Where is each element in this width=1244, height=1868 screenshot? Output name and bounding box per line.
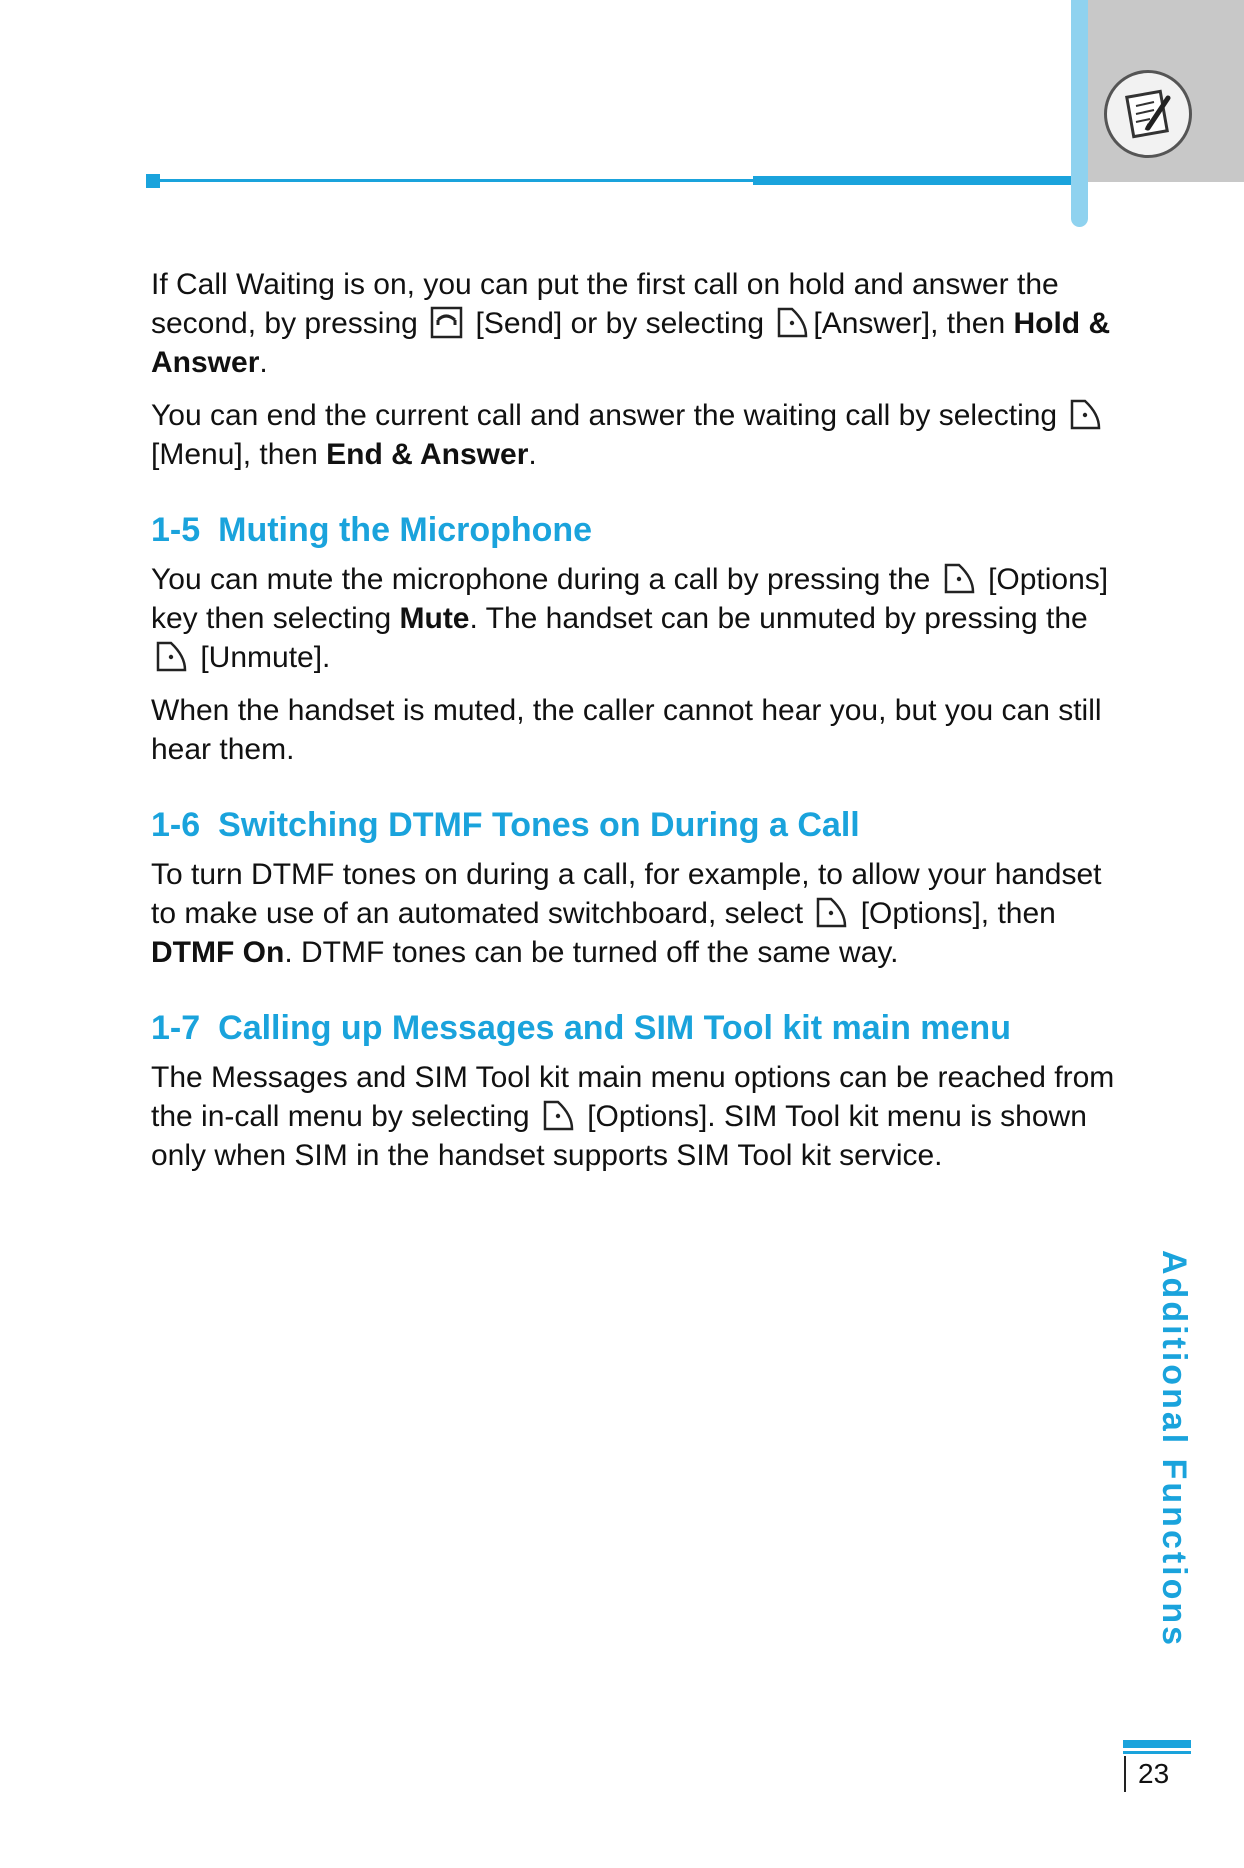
text: [Send] or by selecting [475, 307, 765, 340]
text: . DTMF tones can be turned off the same way. [284, 936, 899, 969]
text: . The handset can be unmuted by pressing the [469, 602, 1088, 635]
soft-key-icon [1069, 398, 1102, 431]
section-1-5-paragraph-1 [151, 560, 1121, 677]
section-1-6-paragraph-1 [151, 855, 1121, 972]
text: [Options]. SIM Tool kit menu is shown only when SIM in the handset supports SIM Tool kit service. [151, 1100, 1087, 1172]
page-number: 23 [1138, 1758, 1170, 1789]
bold-term: End & Answer [326, 438, 529, 471]
header-rule-thick [753, 176, 1073, 185]
bold-term: DTMF On [151, 936, 285, 969]
bold-term: Hold & Answer [151, 307, 1111, 379]
text: [Options], then [860, 897, 1056, 930]
section-title: Switching DTMF Tones on During a Call [218, 806, 860, 844]
bold-term: Mute [399, 602, 470, 635]
section-heading-1-5 [151, 510, 1121, 550]
page-number-divider [1124, 1756, 1126, 1792]
soft-key-icon [155, 640, 188, 673]
text: You can end the current call and answer the waiting call by selecting [151, 399, 1058, 432]
text: [Unmute]. [200, 641, 331, 674]
soft-key-icon [542, 1099, 575, 1132]
page-body [151, 265, 1121, 1189]
text: [Menu], then [151, 438, 318, 471]
section-1-7-paragraph-1 [151, 1058, 1121, 1175]
soft-key-icon [943, 562, 976, 595]
header-rule-endcap [146, 174, 160, 188]
chapter-side-label: Additional Functions [1155, 1250, 1193, 1649]
text: The Messages and SIM Tool kit main menu options can be reached from the in-call menu by selecting [151, 1061, 1115, 1133]
section-number: 1-5 [151, 511, 201, 549]
text: [Options] key then selecting [151, 563, 1109, 635]
soft-key-icon [815, 896, 848, 929]
text: . [528, 438, 537, 471]
soft-key-icon [776, 306, 809, 339]
section-heading-1-6 [151, 805, 1121, 845]
header-side-bar [1071, 0, 1088, 227]
header-rule [148, 179, 753, 182]
text: To turn DTMF tones on during a call, for example, to allow your handset to make use of an automated switchboard, select [151, 858, 1102, 930]
text: If Call Waiting is on, you can put the first call on hold and answer the second, by pressing [151, 268, 1059, 340]
section-title: Calling up Messages and SIM Tool kit main menu [218, 1009, 1011, 1047]
send-key-icon [430, 306, 463, 339]
page-number-rule [1123, 1740, 1191, 1748]
intro-paragraph-1 [151, 265, 1121, 382]
intro-paragraph-2 [151, 396, 1121, 474]
section-heading-1-7 [151, 1008, 1121, 1048]
text: . [259, 346, 268, 379]
text: You can mute the microphone during a call by pressing the [151, 563, 931, 596]
section-title: Muting the Microphone [218, 511, 593, 549]
text: [Answer], then [813, 307, 1006, 340]
section-1-5-paragraph-2: When the handset is muted, the caller cannot hear you, but you can still hear them. [151, 694, 1102, 766]
section-number: 1-6 [151, 806, 201, 844]
notepad-icon [1104, 70, 1192, 158]
section-number: 1-7 [151, 1009, 201, 1047]
page-number-rule-thin [1123, 1751, 1191, 1754]
